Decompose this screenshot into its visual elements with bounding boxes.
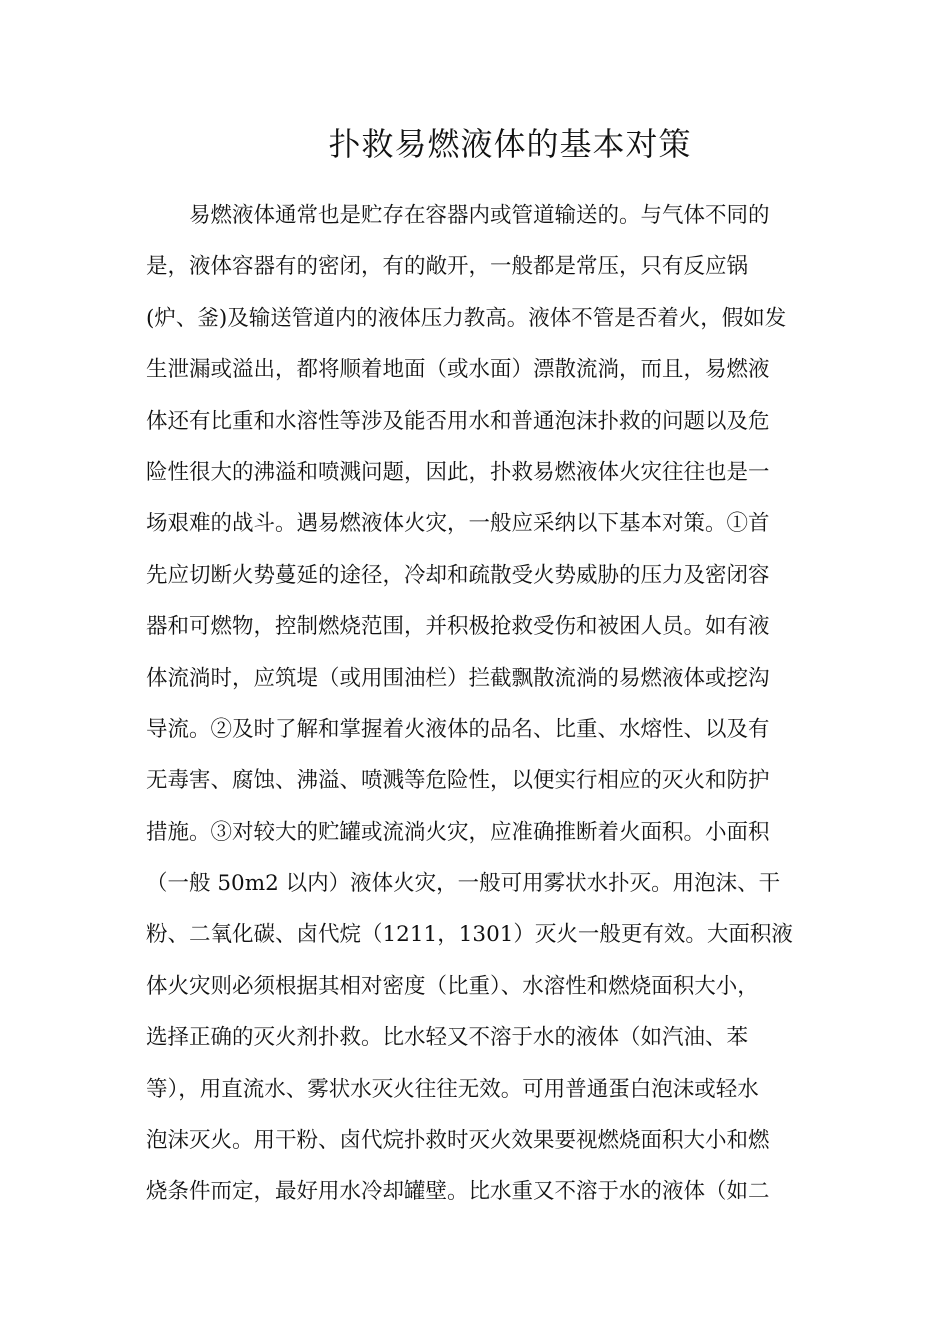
text-line: 生泄漏或溢出，都将顺着地面（或水面）漂散流淌，而且，易燃液 <box>146 357 770 383</box>
text-line: 无毒害、腐蚀、沸溢、喷溅等危险性，以便实行相应的灭火和防护 <box>146 768 770 794</box>
text-line: 体还有比重和水溶性等涉及能否用水和普通泡沫扑救的问题以及危 <box>146 408 770 434</box>
text-line: 险性很大的沸溢和喷溅问题，因此，扑救易燃液体火灾往往也是一 <box>146 459 770 485</box>
text-line: 导流。②及时了解和掌握着火液体的品名、比重、水熔性、以及有 <box>146 716 770 742</box>
text-line: 器和可燃物，控制燃烧范围，并积极抢救受伤和被困人员。如有液 <box>146 614 770 640</box>
text-line: 场艰难的战斗。遇易燃液体火灾，一般应采纳以下基本对策。①首 <box>146 511 770 537</box>
text-line: 体火灾则必须根据其相对密度（比重）、水溶性和燃烧面积大小， <box>146 973 759 999</box>
text-line: 选择正确的灭火剂扑救。比水轻又不溶于水的液体（如汽油、苯 <box>146 1025 749 1051</box>
text-line: 烧条件而定，最好用水冷却罐壁。比水重又不溶于水的液体（如二 <box>146 1179 770 1205</box>
text-line: 是，液体容器有的密闭，有的敞开，一般都是常压，只有反应锅 <box>146 254 749 280</box>
text-line: 泡沫灭火。用干粉、卤代烷扑救时灭火效果要视燃烧面积大小和燃 <box>146 1128 770 1154</box>
text-line: (炉、釜)及输送管道内的液体压力教高。液体不管是否着火，假如发 <box>146 305 787 331</box>
text-line: 措施。③对较大的贮罐或流淌火灾，应准确推断着火面积。小面积 <box>146 819 770 845</box>
text-line: 粉、二氧化碳、卤代烷（1211，1301）灭火一般更有效。大面积液 <box>146 922 793 948</box>
text-line: （一般 50m2 以内）液体火灾，一般可用雾状水扑灭。用泡沫、干 <box>146 871 781 897</box>
text-line: 等），用直流水、雾状水灭火往往无效。可用普通蛋白泡沫或轻水 <box>146 1076 759 1102</box>
text-line: 易燃液体通常也是贮存在容器内或管道输送的。与气体不同的 <box>189 203 770 228</box>
document-title: 扑救易燃液体的基本对策 <box>328 125 692 163</box>
document-body <box>146 190 826 1218</box>
text-line: 体流淌时，应筑堤（或用围油栏）拦截飘散流淌的易燃液体或挖沟 <box>146 665 770 691</box>
text-line: 先应切断火势蔓延的途径，冷却和疏散受火势威胁的压力及密闭容 <box>146 562 770 588</box>
